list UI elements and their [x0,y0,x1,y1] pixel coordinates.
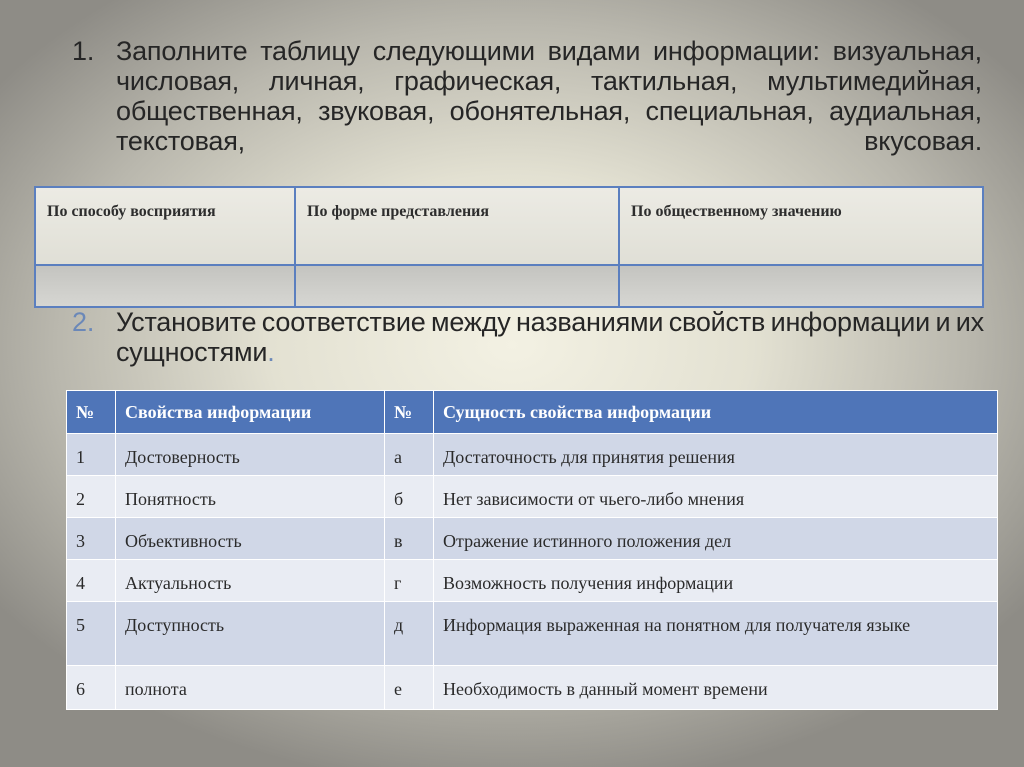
row-number: 2 [67,476,116,518]
header-number: № [67,391,116,434]
word: свойств [668,307,766,337]
period: . [267,337,275,367]
row-number: 3 [67,518,116,560]
word: аудиальная, [829,96,982,126]
header-letter: № [385,391,434,434]
properties-header-row [67,391,998,434]
task-2-line [116,307,984,337]
word: специальная, [645,96,814,126]
table-row [67,518,998,560]
word: видами [547,36,641,66]
task-1-line [116,126,982,156]
answer-cell[interactable] [35,265,295,307]
property-name: Достоверность [116,434,385,476]
task-2-line [116,337,984,367]
table-row [67,434,998,476]
property-name: Актуальность [116,560,385,602]
task-2-number: 2. [72,307,95,337]
table-row [67,476,998,518]
table-row [67,602,998,666]
answer-cell[interactable] [619,265,983,307]
word: графическая, [394,66,562,96]
word: и [935,307,951,337]
essence-letter: д [385,602,434,666]
word: тактильная, [590,66,738,96]
classification-table [34,186,984,308]
property-name: Объективность [116,518,385,560]
word: информации [770,307,931,337]
essence-text: Достаточность для принятия решения [434,434,998,476]
essence-letter: б [385,476,434,518]
property-name: Доступность [116,602,385,666]
word: обонятельная, [449,96,631,126]
essence-text: Возможность получения информации [434,560,998,602]
word: текстовая, [116,126,245,156]
header-cell-perception: По способу восприятия [35,187,295,265]
classification-header-row [35,187,983,265]
row-number: 1 [67,434,116,476]
classification-answer-row [35,265,983,307]
essence-letter: г [385,560,434,602]
properties-table [66,390,998,710]
property-name: Понятность [116,476,385,518]
word: между [430,307,511,337]
word: визуальная, [832,36,982,66]
word: звуковая, [318,96,435,126]
property-name: полнота [116,666,385,710]
word: названиями [515,307,664,337]
table-row [67,666,998,710]
essence-text: Нет зависимости от чьего-либо мнения [434,476,998,518]
table-row [67,560,998,602]
word: сущностями [116,337,268,367]
essence-letter: е [385,666,434,710]
word: мультимедийная, [767,66,982,96]
header-property: Свойства информации [116,391,385,434]
word: информации: [653,36,820,66]
task-1-line [116,96,982,126]
row-number: 5 [67,602,116,666]
task-1-line [116,36,982,66]
row-number: 6 [67,666,116,710]
task-1-line [116,66,982,96]
essence-text: Отражение истинного положения дел [434,518,998,560]
header-cell-form: По форме представления [295,187,619,265]
word: таблицу [260,36,360,66]
word: вкусовая. [864,126,982,156]
word: общественная, [116,96,303,126]
header-cell-social: По общественному значению [619,187,983,265]
essence-letter: в [385,518,434,560]
answer-cell[interactable] [295,265,619,307]
essence-letter: а [385,434,434,476]
header-essence: Сущность свойства информации [434,391,998,434]
word: Установите [116,307,257,337]
word: следующими [372,36,535,66]
word: личная, [268,66,365,96]
word: их [955,307,984,337]
row-number: 4 [67,560,116,602]
word: соответствие [261,307,426,337]
essence-text: Необходимость в данный момент времени [434,666,998,710]
task-1-number: 1. [72,36,95,66]
essence-text: Информация выраженная на понятном для получателя языке [434,602,998,666]
word: числовая, [116,66,240,96]
word: Заполните [116,36,248,66]
